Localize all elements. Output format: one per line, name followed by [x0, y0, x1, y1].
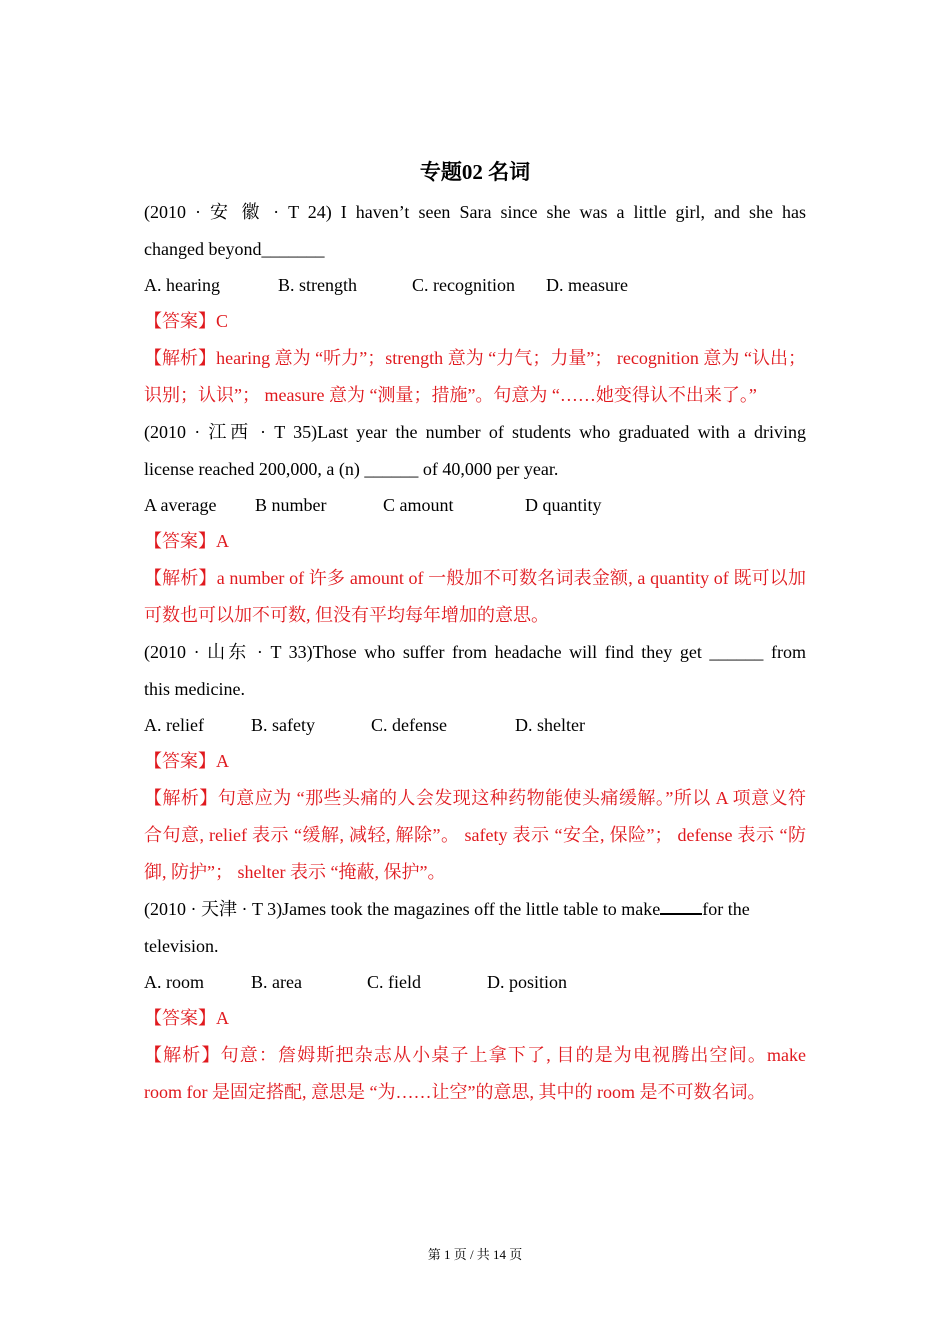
option-c: C amount — [383, 495, 454, 515]
option-a: A. relief — [144, 715, 204, 735]
option-d: D quantity — [525, 495, 602, 515]
option-a: A. room — [144, 972, 204, 992]
question-2-analysis — [144, 560, 806, 634]
option-c: C. recognition — [412, 275, 515, 295]
answer-label: 【答案】 — [144, 311, 216, 331]
option-d: D. measure — [546, 275, 628, 295]
answer-value: A — [216, 531, 229, 551]
question-1 — [144, 194, 806, 414]
analysis-label: 【解析】 — [144, 1045, 221, 1065]
analysis-text: 句意应为 “那些头痛的人会发现这种药物能使头痛缓解。”所以 A 项意义符合句意, relief 表示 “缓解, 减轻, 解除”。 safety 表示 “安全, 保险”； defense 表示 “防御, 防护”； shelter 表示 “掩蔽, 保护”。 — [144, 788, 806, 882]
question-2 — [144, 414, 806, 634]
stem-text-after: for the — [702, 899, 750, 919]
question-1-analysis — [144, 340, 806, 414]
analysis-label: 【解析】 — [144, 788, 218, 808]
question-4-analysis — [144, 1037, 806, 1111]
answer-label: 【答案】 — [144, 1008, 216, 1028]
question-1-stem-line2: changed beyond_______ — [144, 239, 325, 259]
page-footer: 第 1 页 / 共 14 页 — [427, 1247, 523, 1262]
answer-value: A — [216, 1008, 229, 1028]
question-3-analysis — [144, 780, 806, 891]
question-3-stem-line2: this medicine. — [144, 679, 245, 699]
option-b: B number — [255, 495, 327, 515]
answer-value: A — [216, 751, 229, 771]
analysis-label: 【解析】 — [144, 348, 217, 368]
option-a: A. hearing — [144, 275, 220, 295]
answer-label: 【答案】 — [144, 751, 216, 771]
analysis-text: 句意：詹姆斯把杂志从小桌子上拿下了, 目的是为电视腾出空间。make room for 是固定搭配, 意思是 “为……让空”的意思, 其中的 room 是不可数名词。 — [144, 1045, 806, 1102]
question-3-answer — [144, 743, 806, 780]
question-3 — [144, 634, 806, 891]
question-1-stem-line1: (2010 · 安 徽 · T 24) I haven’t seen Sara since she was a little girl, and she has — [144, 202, 806, 222]
page-title: 专题02 名词 — [419, 160, 531, 184]
analysis-text: a number of 许多 amount of 一般加不可数名词表金额, a quantity of 既可以加可数也可以加不可数, 但没有平均每年增加的意思。 — [144, 568, 806, 625]
question-4-stem-line1 — [144, 891, 806, 928]
question-4 — [144, 891, 806, 1111]
question-4-answer — [144, 1000, 806, 1037]
option-c: C. defense — [371, 715, 447, 735]
option-b: B. area — [251, 972, 302, 992]
question-3-stem-line1: (2010 · 山东 · T 33)Those who suffer from headache will find they get ______ from — [144, 642, 806, 662]
question-2-answer — [144, 523, 806, 560]
answer-value: C — [216, 311, 229, 331]
option-a: A average — [144, 495, 217, 515]
question-1-answer — [144, 303, 806, 340]
question-2-stem-line1: (2010 · 江西 · T 35)Last year the number of students who graduated with a driving — [144, 422, 806, 442]
option-d: D. shelter — [515, 715, 585, 735]
option-b: B. safety — [251, 715, 315, 735]
question-3-options — [144, 708, 806, 743]
question-1-options — [144, 268, 806, 303]
option-c: C. field — [367, 972, 421, 992]
option-b: B. strength — [278, 275, 357, 295]
question-2-stem-line2: license reached 200,000, a (n) ______ of 40,000 per year. — [144, 459, 559, 479]
analysis-text: hearing 意为 “听力”；strength 意为 “力气；力量”； recognition 意为 “认出；识别；认识”； measure 意为 “测量；措施”。句意为 “……她变得认不出来了。” — [144, 348, 807, 405]
question-4-stem-line2: television. — [144, 936, 219, 956]
analysis-label: 【解析】 — [144, 568, 217, 588]
stem-text-before: (2010 · 天津 · T 3)James took the magazines off the little table to make — [144, 899, 661, 919]
document-page — [144, 150, 806, 1111]
answer-blank — [660, 895, 702, 915]
question-4-options — [144, 965, 806, 1000]
question-2-options — [144, 488, 806, 523]
answer-label: 【答案】 — [144, 531, 216, 551]
option-d: D. position — [487, 972, 568, 992]
